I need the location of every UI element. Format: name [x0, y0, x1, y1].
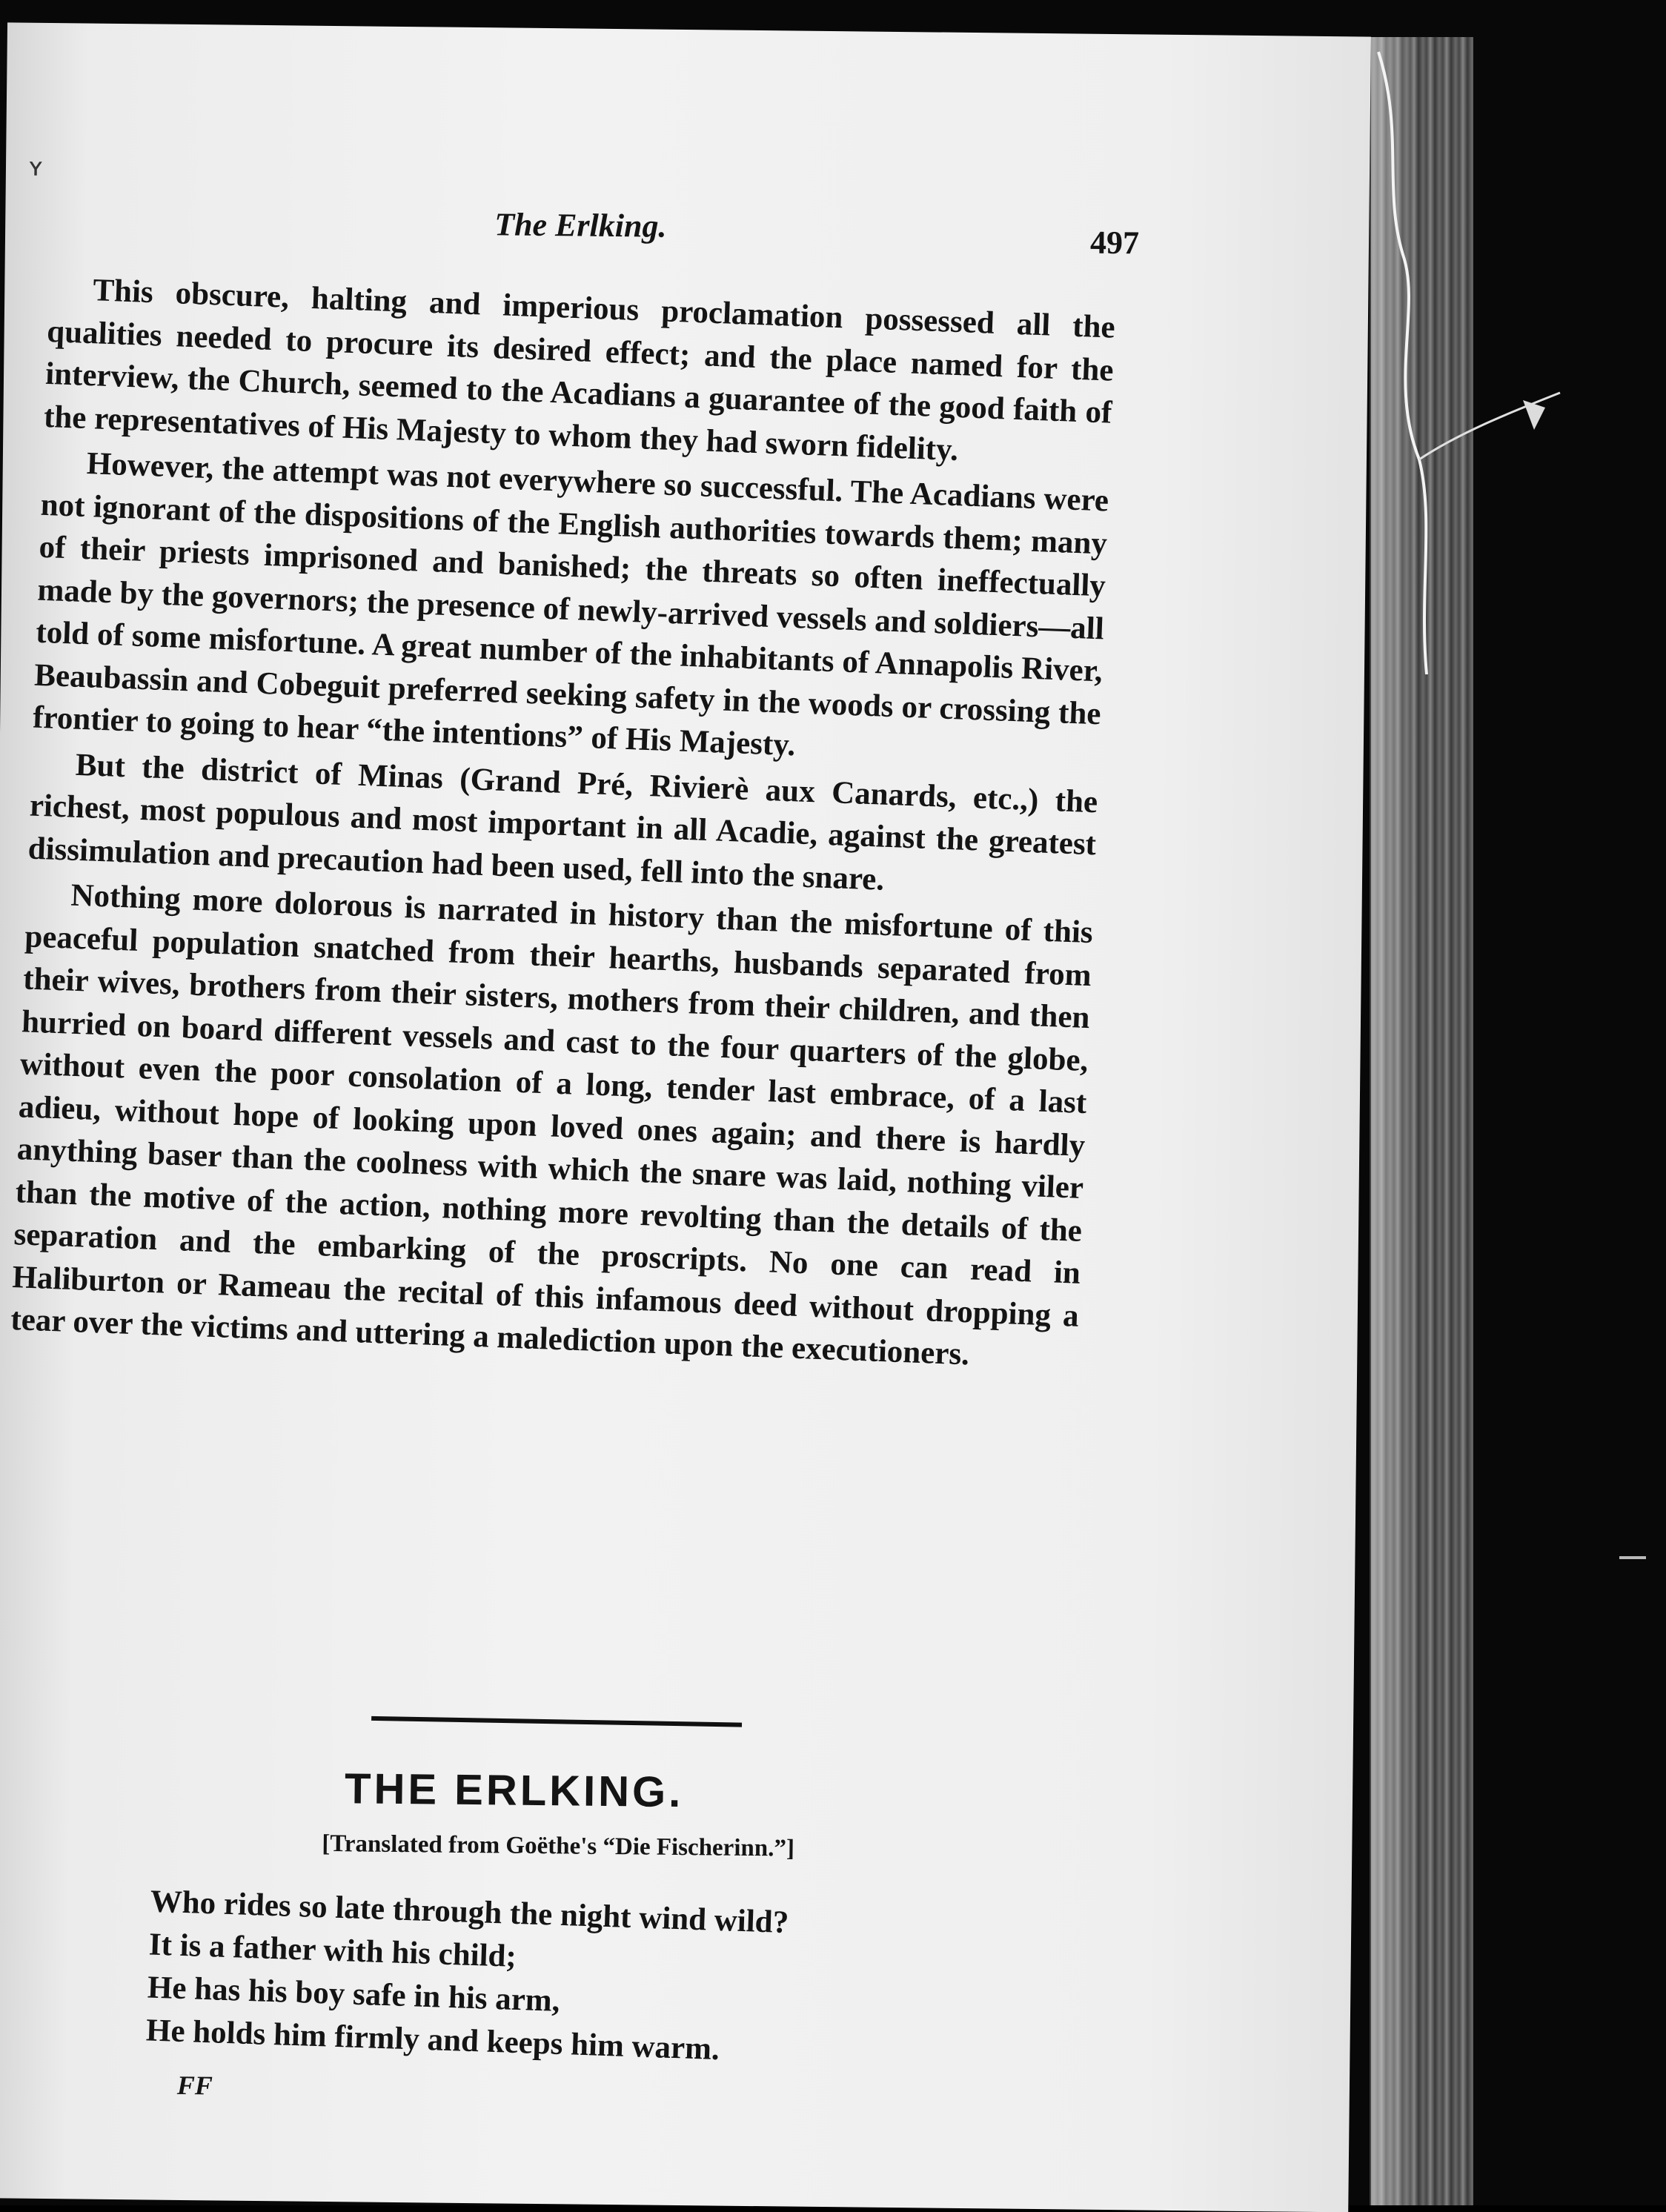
signature-mark: FF [176, 2070, 213, 2101]
poem-line: It is a father with his child; [148, 1927, 517, 1974]
body-text [10, 268, 1115, 1383]
poem-stanza [145, 1881, 789, 2073]
section-divider-rule [371, 1716, 742, 1727]
page-number: 497 [1089, 224, 1140, 262]
poem-title: THE ERLKING. [344, 1764, 684, 1817]
loose-thread-mark [1375, 44, 1567, 682]
corner-tick-mark: ʏ [27, 152, 44, 182]
running-title: The Erlking. [494, 206, 667, 245]
poem-line: He holds him firmly and keeps him warm. [145, 2013, 720, 2067]
page-header [50, 201, 1140, 264]
poem-line: He has his boy safe in his arm, [147, 1970, 561, 2019]
poem-line: Who rides so late through the night wind wild? [150, 1884, 789, 1941]
margin-dash-mark [1619, 1556, 1646, 1559]
paragraph: Nothing more dolorous is narrated in history than the misfortune of this peaceful population snatched from their hearths, husbands separated from their wives, brothers from their sisters, mothers from their children, and then hurried on board different vessels and cast to the four quarters of the globe, without even the poor consolation of a long, tender last embrace, of a last adieu, without hope of looking upon loved ones again; and there is hardly anything baser than the coolness with which the snare was laid, nothing viler than the motive of the action, nothing more revolting than the details of the separation and the embarking of the proscripts. No one can read in Haliburton or Rameau the recital of this infamous deed without dropping a tear over the victims and uttering a malediction upon the executioners. [10, 877, 1094, 1372]
paragraph: But the district of Minas (Grand Pré, Rivierè aux Canards, etc.,) the richest, most populous and most important in all Acadie, against the greatest dissimulation and precaution had been used, fell into the snare. [27, 747, 1098, 897]
paragraph: This obscure, halting and imperious proclamation possessed all the qualities needed to procure its desired effect; and the place named for the interview, the Church, seemed to the Acadians a guarantee of the good faith of the representatives of His Majesty to whom they had sworn fidelity. [43, 273, 1116, 468]
book-page [0, 22, 1371, 2212]
paragraph: However, the attempt was not everywhere so successful. The Acadians were not ignorant of the dispositions of the English authorities towards them; many of their priests imprisoned and banished; the threats so often ineffectually made by the governors; the presence of newly-arrived vessels and soldiers—all told of some misfortune. A great number of the inhabitants of Annapolis River, Beaubassin and Cobeguit preferred seeking safety in the woods or crossing the frontier to going to hear “the intentions” of His Majesty. [32, 446, 1109, 763]
poem-subtitle: [Translated from Goëthe's “Die Fischerinn.”] [322, 1830, 795, 1862]
